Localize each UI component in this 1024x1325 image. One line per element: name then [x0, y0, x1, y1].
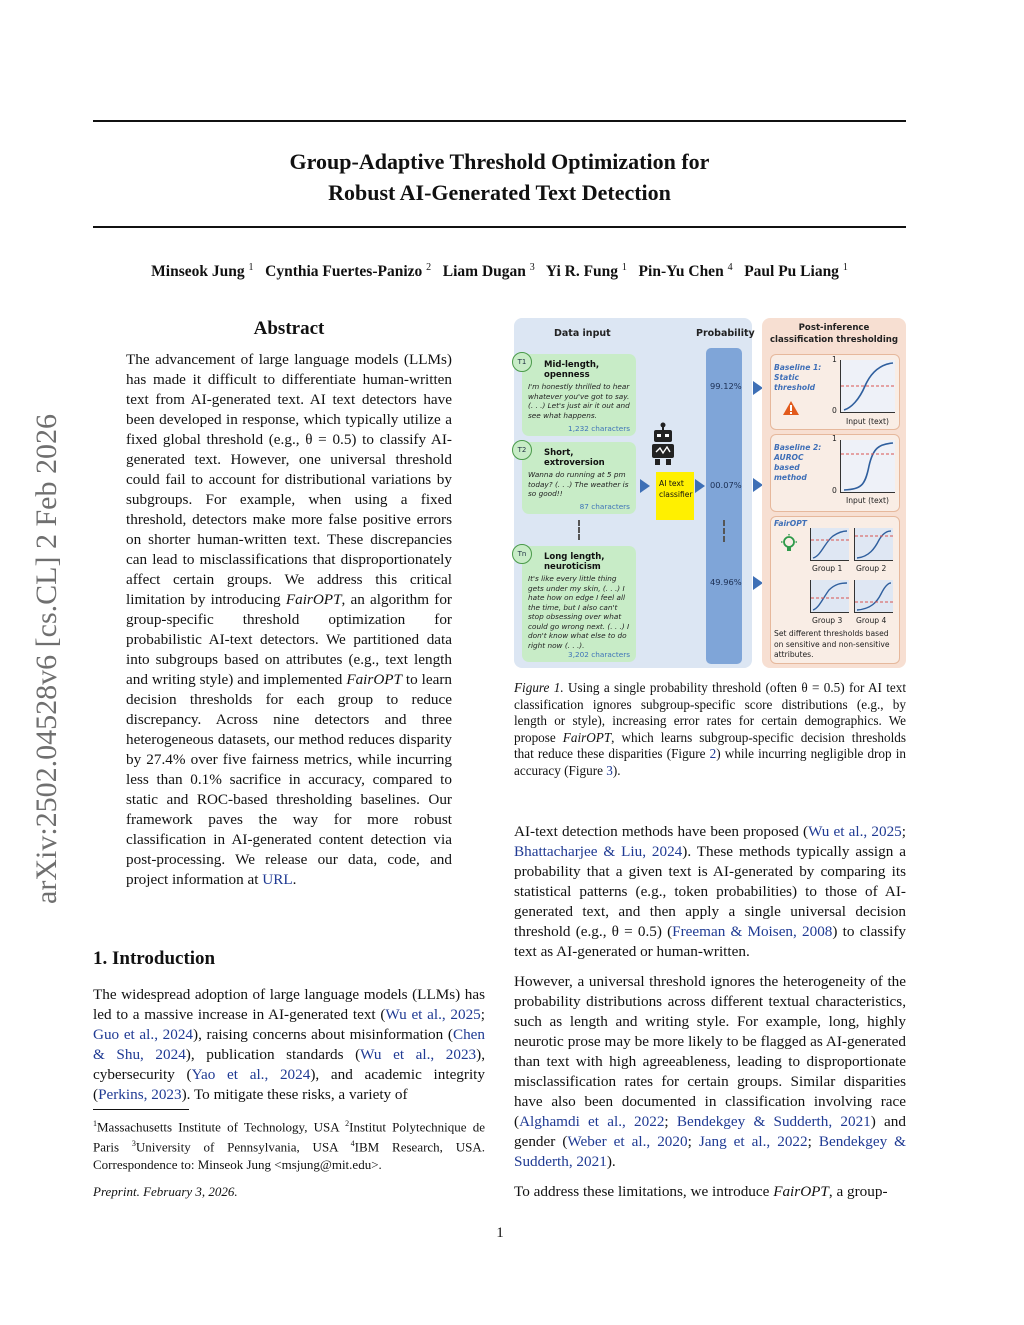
right-column-paragraph-3: To address these limitations, we introduce FairOPT, a group- — [514, 1183, 888, 1200]
author: Paul Pu Liang $^1$ — [744, 262, 848, 281]
figure-1 — [514, 318, 906, 668]
citation-link[interactable]: Yao et al., 2024 — [191, 1066, 311, 1083]
fairopt-label: FairOPT — [774, 519, 807, 528]
group-threshold-plot — [854, 580, 893, 613]
citation-link[interactable]: Weber et al., 2020 — [567, 1133, 688, 1150]
probability-value: 49.96% — [710, 577, 742, 587]
method-name: FairOPT — [346, 671, 403, 688]
post-inference-title: Post-inference classification thresholding — [769, 323, 899, 345]
citation-link[interactable]: Bendekgey & Sudderth, 2021 — [676, 1113, 871, 1130]
group-tag: T2 — [512, 440, 532, 460]
data-input-title: Data input — [554, 328, 611, 339]
author: Yi R. Fung $^1$ — [545, 262, 627, 281]
author: Cynthia Fuertes-Panizo $^2$ — [265, 262, 432, 281]
probability-title: Probability — [696, 328, 755, 339]
author-list — [93, 262, 906, 281]
ellipsis-dashes — [723, 520, 725, 542]
citation-link[interactable]: Guo et al., 2024 — [93, 1026, 194, 1043]
citation-link[interactable]: Wu et al., 2023 — [360, 1046, 477, 1063]
arrow-icon — [695, 479, 705, 493]
title-bottom-rule — [93, 226, 906, 228]
author: Pin-Yu Chen $^4$ — [638, 262, 733, 281]
group-threshold-plot — [810, 528, 849, 561]
threshold-plot — [840, 440, 895, 493]
baseline-2-label: Baseline 2: AUROC based method — [774, 443, 822, 482]
probability-bar — [706, 348, 742, 664]
url-link[interactable]: URL — [262, 871, 293, 888]
probability-value: 99.12% — [710, 381, 742, 391]
citation-link[interactable]: Perkins, 2023 — [98, 1086, 182, 1103]
citation-link[interactable]: Bhattacharjee & Liu, 2024 — [514, 843, 683, 860]
citation-link[interactable]: Jang et al., 2022 — [698, 1133, 808, 1150]
title-line-2: Robust AI-Generated Text Detection — [328, 180, 671, 205]
baseline-1-label: Baseline 1: Static threshold — [774, 363, 822, 392]
ai-text-classifier-label: AI text classifier — [659, 479, 693, 499]
text-sample-card: Short, extroversion Wanna do running at 5 pm today? (. . .) The weather is so good!! 87 characters — [522, 442, 636, 514]
robot-icon — [648, 422, 678, 466]
group-label: Group 4 — [856, 616, 887, 625]
citation-link[interactable]: Freeman & Moisen, 2008 — [672, 923, 833, 940]
group-label: Group 2 — [856, 564, 887, 573]
figure-ref-link[interactable]: 2 — [709, 746, 717, 761]
post-inference-panel: Post-inference classification thresholding Baseline 1: Static threshold 1 0 Input (text) Baseline 2: AUROC based method 1 0 Input (text) FairOPT Group 1 Group 2 Group 3 Group 4 Set different thresholds based on sensitive and non-sensitive attributes. — [762, 318, 906, 668]
threshold-plot — [840, 360, 895, 413]
author: Minseok Jung $^1$ — [151, 262, 254, 281]
probability-value: 00.07% — [710, 480, 742, 490]
title-line-1: Group-Adaptive Threshold Optimization for — [289, 149, 710, 174]
warning-icon — [782, 400, 800, 416]
abstract-body: The advancement of large language models (LLMs) has made it difficult to differentiate human-written text from AI-generated text. AI text detectors have been developed in response, which typically utilize a fixed global threshold (e.g., θ = 0.5) to classify AI-generated text. However, one universal threshold could fail to account for distributional variations by subgroups. For example, when using a fixed threshold, detectors make more false positive errors on shorter human-written text. These discrepancies can lead to misclassifications that disproportionately affect certain groups. We address this critical limitation by introducing FairOPT, an algorithm for group-specific threshold optimization for probabilistic AI-text detectors. We partitioned data into subgroups based on attributes (e.g., text length and writing style) and implemented FairOPT to learn decision thresholds for each group to reduce discrepancy. Across nine detectors and three heterogeneous datasets, our method reduces disparity by 27.4% over five fairness metrics, while incurring less than 0.1% sacrifice in accuracy, compared to static and ROC-based thresholding baselines. Our framework paves the way for more robust classification in AI-generated content detection via post-processing. We release our data, code, and project information at URL. — [126, 351, 452, 888]
arrow-icon — [640, 479, 650, 493]
right-column-paragraph-1: AI-text detection methods have been proposed (Wu et al., 2025; Bhattacharjee & Liu, 2024). These methods typically assign a probability that a given text is AI-generated by comparing its statistical patterns (e.g., token probabilities) to those of AI-generated text, and then apply a single universal decision threshold (e.g., θ = 0.5) (Freeman & Moisen, 2008) to classify text as AI-generated or human-written. — [514, 823, 907, 960]
group-threshold-plot — [810, 580, 849, 613]
method-name: FairOPT — [285, 591, 342, 608]
group-threshold-plot — [854, 528, 893, 561]
arxiv-identifier: arXiv:2502.04528v6 [cs.CL] 2 Feb 2026 — [30, 414, 63, 904]
citation-link[interactable]: Wu et al., 2025 — [808, 823, 902, 840]
group-tag: Tn — [512, 544, 532, 564]
fairopt-note: Set different thresholds based on sensitive and non-sensitive attributes. — [774, 629, 890, 659]
paper-title — [93, 146, 906, 208]
citation-link[interactable]: Alghamdi et al., 2022 — [519, 1113, 665, 1130]
citation-link[interactable]: Wu et al., 2025 — [385, 1006, 481, 1023]
top-rule — [93, 120, 906, 122]
text-sample-card: Mid-length, openness I'm honestly thrilled to hear whatever you've got to say. (. . .) Let's just air it out and see what happens. 1,232 characters — [522, 354, 636, 436]
section-heading-introduction: 1. Introduction — [93, 948, 216, 969]
figure-caption: Figure 1. Using a single probability threshold (often θ = 0.5) for AI text classification ignores subgroup-specific score distributions (e.g., by length or style), increasing error rates for certain demographics. We propose FairOPT, which learns subgroup-specific decision thresholds that reduce these disparities (Figure 2) while incurring negligible drop in accuracy (Figure 3). — [514, 680, 906, 778]
ellipsis-dashes — [578, 520, 580, 540]
lightbulb-icon — [780, 534, 798, 554]
citation-link[interactable]: Bendekgey & Sudderth, 2021 — [514, 1133, 906, 1170]
introduction-body: The widespread adoption of large language models (LLMs) has led to a massive increase in AI-generated text (Wu et al., 2025; Guo et al., 2024), raising concerns about misinformation (Chen & Shu, 2024), publication standards (Wu et al., 2023), cybersecurity (Yao et al., 2024), and academic integrity (Perkins, 2023). To mitigate these risks, a variety of — [93, 986, 486, 1103]
abstract-heading: Abstract — [253, 318, 325, 339]
text-sample-card: Long length, neuroticism It's like every little thing gets under my skin, (. . .) I hate how on edge I feel all the time, but I also can't stop obsessing over what could go wrong next. (. . .) I don't know what else to do right now (. . .). 3,202 characters — [522, 546, 636, 662]
page-number: 1 — [496, 1225, 504, 1241]
group-label: Group 1 — [812, 564, 843, 573]
affiliations-footnote: $^1$Massachusetts Institute of Technology, USA $^2$Institut Polytechnique de Paris $^3$University of Pennsylvania, USA $^4$IBM Research, USA. Correspondence to: Minseok Jung <msjung@mit.edu>. — [93, 1119, 486, 1172]
figure-ref-link[interactable]: 3 — [606, 762, 613, 778]
author: Liam Dugan $^3$ — [442, 262, 535, 281]
group-label: Group 3 — [812, 616, 843, 625]
preprint-date: Preprint. February 3, 2026. — [93, 1184, 238, 1199]
footnote-rule — [93, 1109, 189, 1110]
citation-link[interactable]: Chen & Shu, 2024 — [93, 1026, 486, 1063]
right-column-paragraph-2: However, a universal threshold ignores the heterogeneity of the probability distributions across different textual characteristics, such as length and writing style. For example, long, highly neurotic prose may be more likely to be flagged as AI-generated than text with high agreeableness, leading to disproportionate misclassification rates for certain groups. Similar disparities have also been documented in classification involving race (Alghamdi et al., 2022; Bendekgey & Sudderth, 2021) and gender (Weber et al., 2020; Jang et al., 2022; Bendekgey & Sudderth, 2021). — [514, 973, 906, 1170]
group-tag: T1 — [512, 352, 532, 372]
